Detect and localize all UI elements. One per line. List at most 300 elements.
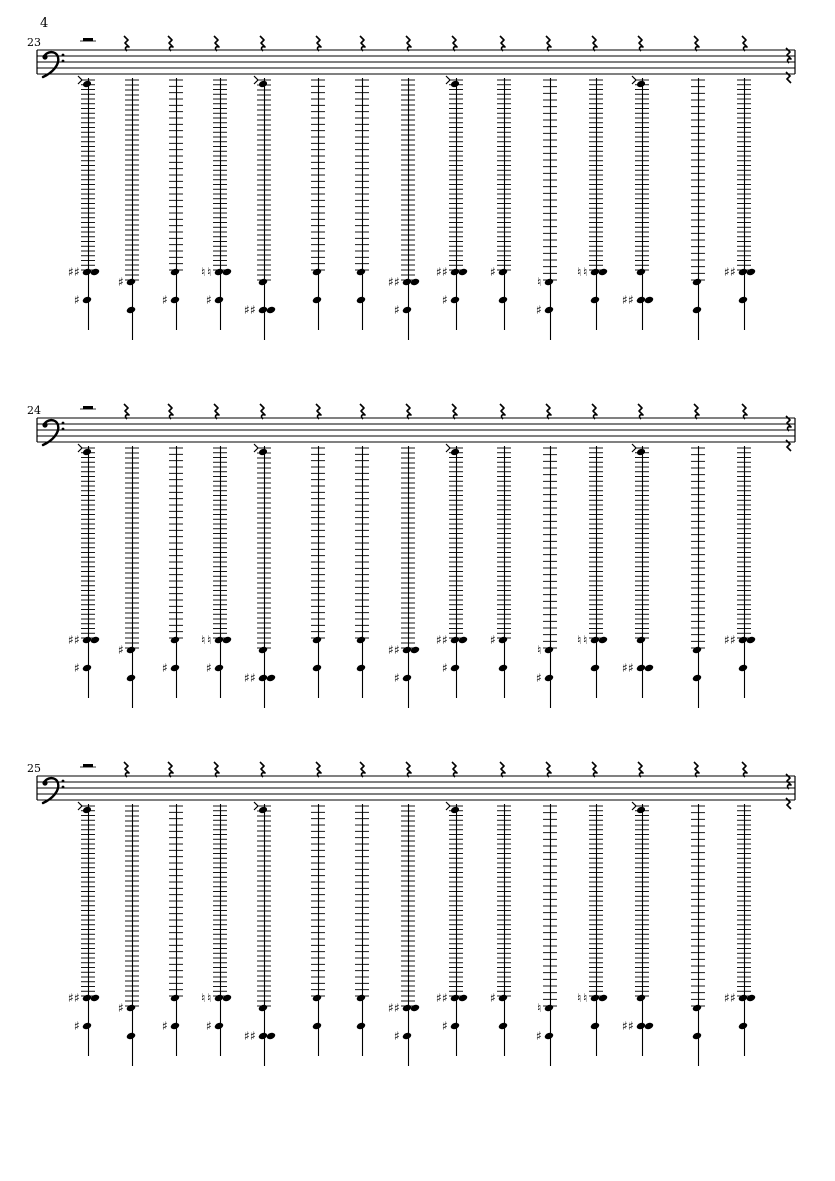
sharp-icon: ♯ <box>68 633 74 647</box>
notehead <box>170 1022 180 1031</box>
notehead <box>692 306 702 315</box>
sharp-icon: ♯ <box>206 661 212 675</box>
notehead <box>738 268 748 277</box>
notehead <box>356 994 366 1003</box>
sharp-icon: ♯ <box>536 1029 542 1043</box>
notehead <box>450 636 460 645</box>
quarter-rest <box>214 36 219 51</box>
chord <box>388 446 420 708</box>
natural-icon: ♮ <box>207 991 212 1005</box>
quarter-rest <box>360 762 365 777</box>
sharp-icon: ♯ <box>628 1019 634 1033</box>
notehead <box>450 80 460 89</box>
notehead <box>312 664 322 673</box>
notehead <box>410 646 420 655</box>
notehead <box>598 268 608 277</box>
notehead <box>498 268 508 277</box>
natural-icon: ♮ <box>583 991 588 1005</box>
notehead <box>738 636 748 645</box>
chord <box>724 804 756 1056</box>
system-3 <box>27 762 795 1066</box>
notehead <box>498 664 508 673</box>
notehead <box>636 636 646 645</box>
chord <box>355 804 369 1056</box>
sharp-icon: ♯ <box>250 303 256 317</box>
chord <box>311 78 325 330</box>
natural-icon: ♮ <box>201 633 206 647</box>
notehead <box>636 268 646 277</box>
notehead <box>82 268 92 277</box>
chord <box>490 78 511 330</box>
quarter-rest <box>124 762 129 777</box>
notehead <box>258 80 268 89</box>
notehead <box>402 646 412 655</box>
notehead <box>450 1022 460 1031</box>
notehead <box>214 994 224 1003</box>
notehead <box>356 268 366 277</box>
notehead <box>636 664 646 673</box>
notehead <box>692 278 702 287</box>
notehead <box>636 80 646 89</box>
natural-icon: ♮ <box>577 633 582 647</box>
chord <box>622 76 654 330</box>
quarter-rest <box>316 36 321 51</box>
notehead <box>498 636 508 645</box>
chord <box>201 78 232 330</box>
notehead <box>590 268 600 277</box>
sharp-icon: ♯ <box>442 633 448 647</box>
natural-icon: ♮ <box>583 633 588 647</box>
notehead <box>746 268 756 277</box>
chord <box>490 804 511 1056</box>
notehead <box>402 674 412 683</box>
notehead <box>402 1004 412 1013</box>
sharp-icon: ♯ <box>628 293 634 307</box>
notehead <box>410 1004 420 1013</box>
notehead <box>738 296 748 305</box>
chord <box>68 444 100 698</box>
notehead <box>258 806 268 815</box>
arrow-mark <box>78 76 82 84</box>
notehead <box>266 674 276 683</box>
notehead <box>356 636 366 645</box>
sharp-icon: ♯ <box>162 661 168 675</box>
quarter-rest <box>316 404 321 419</box>
sharp-icon: ♯ <box>206 293 212 307</box>
notehead <box>498 994 508 1003</box>
notehead <box>258 646 268 655</box>
quarter-rest <box>592 404 597 419</box>
notehead <box>214 1022 224 1031</box>
sharp-icon: ♯ <box>388 1001 394 1015</box>
chord <box>536 804 557 1066</box>
quarter-rest <box>742 404 747 419</box>
sharp-icon: ♯ <box>730 265 736 279</box>
sharp-icon: ♯ <box>490 633 496 647</box>
sharp-icon: ♯ <box>490 265 496 279</box>
notehead <box>458 994 468 1003</box>
natural-icon: ♮ <box>207 265 212 279</box>
sharp-icon: ♯ <box>162 293 168 307</box>
sharp-icon: ♯ <box>394 303 400 317</box>
notehead <box>312 268 322 277</box>
arrow-mark <box>254 802 258 810</box>
quarter-rest <box>742 36 747 51</box>
sharp-icon: ♯ <box>74 1019 80 1033</box>
system-2 <box>27 404 795 708</box>
quarter-rest <box>500 36 505 51</box>
chord <box>118 804 139 1066</box>
notehead <box>90 636 100 645</box>
chord <box>436 802 468 1056</box>
notehead <box>590 664 600 673</box>
notehead <box>258 674 268 683</box>
quarter-rest <box>638 762 643 777</box>
notehead <box>126 1032 136 1041</box>
chord <box>436 444 468 698</box>
sharp-icon: ♯ <box>118 1001 124 1015</box>
sharp-icon: ♯ <box>162 1019 168 1033</box>
notehead <box>266 306 276 315</box>
arrow-mark <box>78 802 82 810</box>
sharp-icon: ♯ <box>244 303 250 317</box>
quarter-rest <box>260 762 265 777</box>
notehead <box>82 80 92 89</box>
notehead <box>410 278 420 287</box>
chord <box>724 78 756 330</box>
sharp-icon: ♯ <box>442 265 448 279</box>
system-1 <box>27 36 795 340</box>
quarter-rest <box>638 36 643 51</box>
notehead <box>258 1004 268 1013</box>
chord <box>691 78 705 340</box>
quarter-rest <box>592 762 597 777</box>
chord <box>691 446 705 708</box>
arrow-mark <box>632 444 636 452</box>
chord <box>577 78 608 330</box>
notehead <box>450 296 460 305</box>
quarter-rest <box>168 36 173 51</box>
notehead <box>636 296 646 305</box>
chord <box>311 804 325 1056</box>
page-number: 4 <box>40 16 49 31</box>
notehead <box>402 306 412 315</box>
quarter-rest <box>546 762 551 777</box>
sharp-icon: ♯ <box>730 991 736 1005</box>
notehead <box>170 268 180 277</box>
sharp-icon: ♯ <box>244 1029 250 1043</box>
notehead <box>746 636 756 645</box>
sharp-icon: ♯ <box>394 1001 400 1015</box>
notehead <box>590 994 600 1003</box>
chord <box>724 446 756 698</box>
chord <box>162 804 183 1056</box>
notehead <box>738 994 748 1003</box>
sharp-icon: ♯ <box>436 265 442 279</box>
notehead <box>450 268 460 277</box>
notehead <box>90 994 100 1003</box>
notehead <box>544 646 554 655</box>
quarter-rest <box>694 762 699 777</box>
notehead <box>170 636 180 645</box>
natural-icon: ♮ <box>537 643 542 657</box>
sharp-icon: ♯ <box>74 661 80 675</box>
notehead <box>544 1032 554 1041</box>
natural-icon: ♮ <box>201 991 206 1005</box>
notehead <box>312 1022 322 1031</box>
notehead <box>450 994 460 1003</box>
arrow-mark <box>446 76 450 84</box>
chord <box>201 804 232 1056</box>
chord <box>244 444 276 708</box>
sharp-icon: ♯ <box>74 633 80 647</box>
notehead <box>214 296 224 305</box>
chord <box>201 446 232 698</box>
chord <box>118 78 139 340</box>
notehead <box>598 636 608 645</box>
sharp-icon: ♯ <box>244 671 250 685</box>
notehead <box>498 296 508 305</box>
chord <box>68 802 100 1056</box>
quarter-rest <box>260 36 265 51</box>
measure-number: 25 <box>27 762 41 775</box>
natural-icon: ♮ <box>201 265 206 279</box>
sharp-icon: ♯ <box>250 1029 256 1043</box>
notehead <box>170 296 180 305</box>
quarter-rest <box>406 36 411 51</box>
chord <box>162 446 183 698</box>
notehead <box>544 674 554 683</box>
chord <box>577 446 608 698</box>
notehead <box>458 268 468 277</box>
quarter-rest <box>406 762 411 777</box>
measure-number: 24 <box>27 404 41 417</box>
notehead <box>126 278 136 287</box>
notehead <box>544 278 554 287</box>
sharp-icon: ♯ <box>206 1019 212 1033</box>
sharp-icon: ♯ <box>68 265 74 279</box>
quarter-rest <box>452 404 457 419</box>
notehead <box>312 994 322 1003</box>
sharp-icon: ♯ <box>74 265 80 279</box>
quarter-rest <box>124 404 129 419</box>
quarter-rest <box>694 36 699 51</box>
notehead <box>312 636 322 645</box>
notehead <box>636 448 646 457</box>
arrow-mark <box>78 444 82 452</box>
sharp-icon: ♯ <box>724 265 730 279</box>
notehead <box>598 994 608 1003</box>
sharp-icon: ♯ <box>622 661 628 675</box>
chord <box>355 446 369 698</box>
sharp-icon: ♯ <box>536 671 542 685</box>
quarter-rest <box>452 762 457 777</box>
chord <box>436 76 468 330</box>
chord <box>68 76 100 330</box>
natural-icon: ♮ <box>537 275 542 289</box>
arrow-mark <box>254 76 258 84</box>
notehead <box>590 296 600 305</box>
arrow-mark <box>254 444 258 452</box>
notehead <box>82 296 92 305</box>
sharp-icon: ♯ <box>388 643 394 657</box>
notehead <box>258 306 268 315</box>
notehead <box>356 664 366 673</box>
quarter-rest <box>168 762 173 777</box>
natural-icon: ♮ <box>537 1001 542 1015</box>
notehead <box>82 664 92 673</box>
notehead <box>692 1004 702 1013</box>
notehead <box>450 664 460 673</box>
notehead <box>222 268 232 277</box>
notehead <box>644 296 654 305</box>
arrow-mark <box>632 76 636 84</box>
notehead <box>222 636 232 645</box>
notehead <box>644 1022 654 1031</box>
notehead <box>312 296 322 305</box>
notehead <box>222 994 232 1003</box>
notehead <box>356 1022 366 1031</box>
chord <box>622 802 654 1056</box>
chord <box>388 78 420 340</box>
sharp-icon: ♯ <box>490 991 496 1005</box>
sharp-icon: ♯ <box>442 1019 448 1033</box>
sharp-icon: ♯ <box>394 1029 400 1043</box>
quarter-rest <box>742 762 747 777</box>
sharp-icon: ♯ <box>442 991 448 1005</box>
sharp-icon: ♯ <box>68 991 74 1005</box>
chord <box>118 446 139 708</box>
notehead <box>402 278 412 287</box>
quarter-rest <box>694 404 699 419</box>
quarter-rest <box>360 36 365 51</box>
sharp-icon: ♯ <box>536 303 542 317</box>
quarter-rest <box>546 404 551 419</box>
quarter-rest <box>638 404 643 419</box>
chord <box>577 804 608 1056</box>
notehead <box>636 994 646 1003</box>
chord <box>244 76 276 340</box>
notehead <box>738 1022 748 1031</box>
sharp-icon: ♯ <box>436 991 442 1005</box>
quarter-rest <box>260 404 265 419</box>
notehead <box>214 664 224 673</box>
sharp-icon: ♯ <box>394 275 400 289</box>
notehead <box>692 674 702 683</box>
quarter-rest <box>546 36 551 51</box>
notehead <box>258 1032 268 1041</box>
chord <box>490 446 511 698</box>
notehead <box>692 1032 702 1041</box>
notehead <box>636 1022 646 1031</box>
sharp-icon: ♯ <box>442 293 448 307</box>
notehead <box>402 1032 412 1041</box>
notehead <box>170 664 180 673</box>
sharp-icon: ♯ <box>436 633 442 647</box>
quarter-rest <box>168 404 173 419</box>
notehead <box>590 1022 600 1031</box>
notehead <box>644 664 654 673</box>
quarter-rest <box>500 762 505 777</box>
arrow-mark <box>446 802 450 810</box>
notehead <box>82 806 92 815</box>
notehead <box>746 994 756 1003</box>
quarter-rest <box>124 36 129 51</box>
natural-icon: ♮ <box>577 265 582 279</box>
measure-number: 23 <box>27 36 41 49</box>
notehead <box>450 448 460 457</box>
notehead <box>692 646 702 655</box>
notehead <box>126 306 136 315</box>
sharp-icon: ♯ <box>724 633 730 647</box>
sharp-icon: ♯ <box>724 991 730 1005</box>
natural-icon: ♮ <box>583 265 588 279</box>
notehead <box>170 994 180 1003</box>
quarter-rest <box>500 404 505 419</box>
chord <box>536 446 557 708</box>
notehead <box>214 268 224 277</box>
quarter-rest <box>214 404 219 419</box>
notehead <box>214 636 224 645</box>
quarter-rest <box>316 762 321 777</box>
chord <box>162 78 183 330</box>
notehead <box>126 1004 136 1013</box>
quarter-rest <box>360 404 365 419</box>
chord <box>388 804 420 1066</box>
notehead <box>82 1022 92 1031</box>
notehead <box>266 1032 276 1041</box>
chord <box>536 78 557 340</box>
sharp-icon: ♯ <box>628 661 634 675</box>
sharp-icon: ♯ <box>74 991 80 1005</box>
notehead <box>126 674 136 683</box>
natural-icon: ♮ <box>207 633 212 647</box>
notehead <box>458 636 468 645</box>
quarter-rest <box>592 36 597 51</box>
notehead <box>356 296 366 305</box>
notehead <box>258 448 268 457</box>
notehead <box>90 268 100 277</box>
notehead <box>498 1022 508 1031</box>
notehead <box>82 636 92 645</box>
sharp-icon: ♯ <box>442 661 448 675</box>
notehead <box>636 806 646 815</box>
notehead <box>82 448 92 457</box>
notehead <box>544 306 554 315</box>
natural-icon: ♮ <box>577 991 582 1005</box>
notehead <box>258 278 268 287</box>
notehead <box>82 994 92 1003</box>
sharp-icon: ♯ <box>388 275 394 289</box>
quarter-rest <box>452 36 457 51</box>
sharp-icon: ♯ <box>730 633 736 647</box>
chord <box>622 444 654 698</box>
sharp-icon: ♯ <box>118 643 124 657</box>
sharp-icon: ♯ <box>394 671 400 685</box>
sharp-icon: ♯ <box>74 293 80 307</box>
chord <box>311 446 325 698</box>
notehead <box>590 636 600 645</box>
notehead <box>544 1004 554 1013</box>
notehead <box>450 806 460 815</box>
sharp-icon: ♯ <box>394 643 400 657</box>
sharp-icon: ♯ <box>250 671 256 685</box>
sharp-icon: ♯ <box>622 1019 628 1033</box>
sharp-icon: ♯ <box>118 275 124 289</box>
notehead <box>738 664 748 673</box>
quarter-rest <box>214 762 219 777</box>
sharp-icon: ♯ <box>622 293 628 307</box>
